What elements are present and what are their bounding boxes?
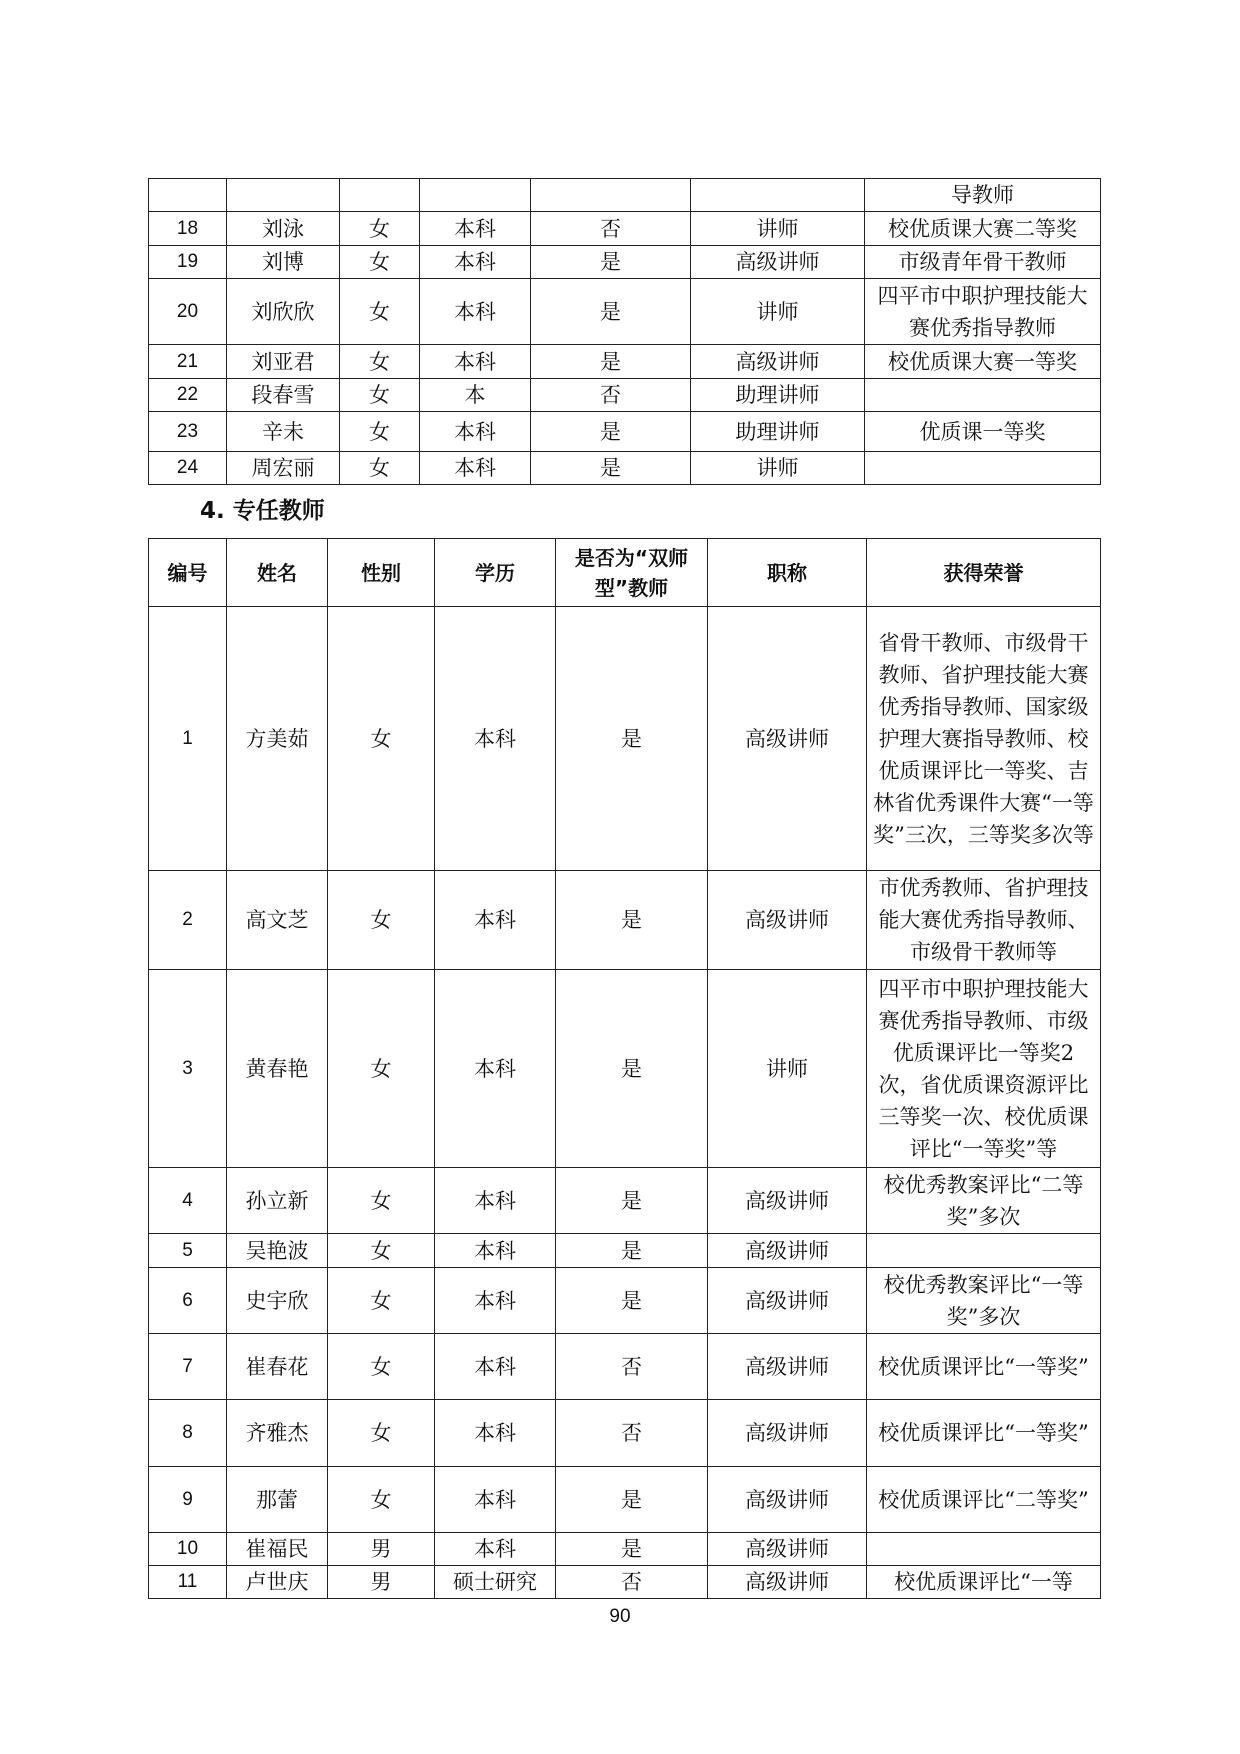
table-row	[149, 1467, 1101, 1533]
cell-title: 高级讲师	[691, 345, 865, 379]
cell-title: 高级讲师	[708, 607, 867, 871]
table-row	[149, 607, 1101, 871]
header-dual-teacher: 是否为“双师型”教师	[556, 539, 708, 607]
cell-gender: 女	[340, 412, 420, 452]
cell-num: 23	[149, 412, 227, 452]
table-row	[149, 412, 1101, 452]
cell-honor: 市优秀教师、省护理技能大赛优秀指导教师、市级骨干教师等	[867, 871, 1101, 970]
cell-title: 讲师	[691, 279, 865, 345]
cell-dual-teacher: 是	[556, 1533, 708, 1566]
cell-name: 那蕾	[227, 1467, 328, 1533]
cell-education: 本科	[435, 1268, 556, 1334]
cell-num	[149, 179, 227, 212]
cell-num: 3	[149, 970, 227, 1168]
cell-dual-teacher: 是	[531, 412, 691, 452]
cell-title: 助理讲师	[691, 379, 865, 412]
cell-honor	[865, 379, 1101, 412]
full-time-teacher-table	[148, 538, 1101, 1599]
cell-num: 6	[149, 1268, 227, 1334]
cell-gender: 女	[340, 379, 420, 412]
cell-honor: 校优质课评比“一等	[867, 1566, 1101, 1599]
cell-title: 高级讲师	[708, 1467, 867, 1533]
cell-honor: 校优质课大赛二等奖	[865, 212, 1101, 246]
cell-num: 4	[149, 1168, 227, 1234]
cell-num: 19	[149, 246, 227, 279]
cell-education: 硕士研究	[435, 1566, 556, 1599]
cell-gender: 女	[340, 246, 420, 279]
cell-name: 史宇欣	[227, 1268, 328, 1334]
cell-name: 崔福民	[227, 1533, 328, 1566]
table-row	[149, 379, 1101, 412]
page-number: 90	[609, 1606, 631, 1627]
cell-education: 本科	[420, 279, 531, 345]
cell-gender: 女	[328, 970, 435, 1168]
cell-name: 刘欣欣	[227, 279, 340, 345]
cell-education: 本科	[435, 1467, 556, 1533]
cell-gender: 女	[340, 345, 420, 379]
cell-num: 22	[149, 379, 227, 412]
cell-num: 8	[149, 1400, 227, 1467]
cell-education: 本科	[420, 212, 531, 246]
cell-title: 高级讲师	[691, 246, 865, 279]
cell-num: 10	[149, 1533, 227, 1566]
cell-education: 本科	[420, 345, 531, 379]
cell-education: 本科	[435, 970, 556, 1168]
cell-name: 崔春花	[227, 1334, 328, 1400]
cell-dual-teacher: 是	[556, 1168, 708, 1234]
cell-name: 吴艳波	[227, 1234, 328, 1268]
table-header-row	[149, 539, 1101, 607]
cell-num: 5	[149, 1234, 227, 1268]
cell-gender: 女	[328, 1168, 435, 1234]
cell-gender: 女	[340, 212, 420, 246]
table-row	[149, 1533, 1101, 1566]
cell-gender	[340, 179, 420, 212]
cell-num: 1	[149, 607, 227, 871]
cell-education: 本科	[420, 452, 531, 485]
cell-dual-teacher: 是	[556, 607, 708, 871]
cell-honor: 校优质课评比“一等奖”	[867, 1400, 1101, 1467]
cell-title: 讲师	[691, 452, 865, 485]
cell-gender: 女	[328, 871, 435, 970]
table-row	[149, 212, 1101, 246]
cell-gender: 男	[328, 1533, 435, 1566]
cell-num: 20	[149, 279, 227, 345]
table-row	[149, 279, 1101, 345]
table-row	[149, 246, 1101, 279]
cell-dual-teacher: 是	[531, 246, 691, 279]
header-gender: 性别	[328, 539, 435, 607]
cell-title: 助理讲师	[691, 412, 865, 452]
table-row	[149, 345, 1101, 379]
table-row	[149, 1566, 1101, 1599]
cell-honor	[867, 1533, 1101, 1566]
table-row	[149, 179, 1101, 212]
cell-dual-teacher: 否	[556, 1400, 708, 1467]
cell-education: 本科	[435, 1533, 556, 1566]
cell-gender: 女	[328, 607, 435, 871]
header-education: 学历	[435, 539, 556, 607]
cell-dual-teacher: 是	[556, 1467, 708, 1533]
cell-honor: 四平市中职护理技能大赛优秀指导教师、市级优质课评比一等奖2次，省优质课资源评比三等奖一次、校优质课评比“一等奖”等	[867, 970, 1101, 1168]
cell-dual-teacher: 是	[556, 871, 708, 970]
cell-title: 高级讲师	[708, 1533, 867, 1566]
cell-name: 黄春艳	[227, 970, 328, 1168]
cell-dual-teacher	[531, 179, 691, 212]
cell-num: 21	[149, 345, 227, 379]
cell-name: 方美茹	[227, 607, 328, 871]
cell-name: 段春雪	[227, 379, 340, 412]
cell-education: 本科	[435, 1234, 556, 1268]
cell-education: 本科	[435, 1168, 556, 1234]
cell-num: 11	[149, 1566, 227, 1599]
cell-education	[420, 179, 531, 212]
header-honor: 获得荣誉	[867, 539, 1101, 607]
header-title: 职称	[708, 539, 867, 607]
cell-num: 24	[149, 452, 227, 485]
cell-name: 周宏丽	[227, 452, 340, 485]
cell-name: 卢世庆	[227, 1566, 328, 1599]
cell-honor: 校优质课大赛一等奖	[865, 345, 1101, 379]
cell-honor: 校优质课评比“一等奖”	[867, 1334, 1101, 1400]
table-row	[149, 1168, 1101, 1234]
cell-title: 高级讲师	[708, 1334, 867, 1400]
cell-gender: 女	[328, 1268, 435, 1334]
cell-name: 齐雅杰	[227, 1400, 328, 1467]
cell-name: 刘博	[227, 246, 340, 279]
header-num: 编号	[149, 539, 227, 607]
table-row	[149, 1234, 1101, 1268]
cell-honor: 导教师	[865, 179, 1101, 212]
cell-dual-teacher: 是	[556, 970, 708, 1168]
cell-education: 本科	[420, 412, 531, 452]
cell-dual-teacher: 是	[531, 279, 691, 345]
table-row	[149, 970, 1101, 1168]
cell-dual-teacher: 否	[531, 212, 691, 246]
cell-dual-teacher: 是	[556, 1268, 708, 1334]
teacher-table-continued	[148, 178, 1101, 485]
cell-name: 刘亚君	[227, 345, 340, 379]
cell-name: 孙立新	[227, 1168, 328, 1234]
cell-honor	[865, 452, 1101, 485]
table-row	[149, 452, 1101, 485]
cell-gender: 女	[328, 1400, 435, 1467]
section-heading: 4. 专任教师	[200, 498, 325, 524]
cell-education: 本科	[435, 607, 556, 871]
cell-gender: 女	[340, 452, 420, 485]
cell-honor: 四平市中职护理技能大赛优秀指导教师	[865, 279, 1101, 345]
cell-num: 9	[149, 1467, 227, 1533]
cell-honor: 省骨干教师、市级骨干教师、省护理技能大赛优秀指导教师、国家级护理大赛指导教师、校优质课评比一等奖、吉林省优秀课件大赛“一等奖”三次，三等奖多次等	[867, 607, 1101, 871]
cell-gender: 女	[328, 1234, 435, 1268]
cell-name: 刘泳	[227, 212, 340, 246]
cell-education: 本科	[435, 1400, 556, 1467]
cell-dual-teacher: 否	[556, 1334, 708, 1400]
cell-honor: 校优秀教案评比“二等奖”多次	[867, 1168, 1101, 1234]
cell-gender: 女	[328, 1334, 435, 1400]
cell-education: 本	[420, 379, 531, 412]
cell-num: 7	[149, 1334, 227, 1400]
cell-name	[227, 179, 340, 212]
cell-title: 高级讲师	[708, 1566, 867, 1599]
cell-name: 高文芝	[227, 871, 328, 970]
cell-dual-teacher: 是	[531, 345, 691, 379]
cell-honor: 市级青年骨干教师	[865, 246, 1101, 279]
cell-gender: 女	[328, 1467, 435, 1533]
cell-education: 本科	[435, 1334, 556, 1400]
cell-title: 高级讲师	[708, 1268, 867, 1334]
cell-title: 高级讲师	[708, 1234, 867, 1268]
cell-education: 本科	[435, 871, 556, 970]
cell-dual-teacher: 是	[556, 1234, 708, 1268]
cell-honor	[867, 1234, 1101, 1268]
cell-title: 高级讲师	[708, 1168, 867, 1234]
cell-honor: 校优秀教案评比“一等奖”多次	[867, 1268, 1101, 1334]
cell-title: 讲师	[691, 212, 865, 246]
cell-title	[691, 179, 865, 212]
cell-gender: 女	[340, 279, 420, 345]
cell-title: 高级讲师	[708, 871, 867, 970]
table-row	[149, 871, 1101, 970]
cell-education: 本科	[420, 246, 531, 279]
table-row	[149, 1268, 1101, 1334]
table-row	[149, 1334, 1101, 1400]
cell-dual-teacher: 是	[531, 452, 691, 485]
cell-name: 辛未	[227, 412, 340, 452]
cell-title: 高级讲师	[708, 1400, 867, 1467]
cell-num: 18	[149, 212, 227, 246]
cell-dual-teacher: 否	[531, 379, 691, 412]
table-row	[149, 1400, 1101, 1467]
cell-honor: 优质课一等奖	[865, 412, 1101, 452]
cell-num: 2	[149, 871, 227, 970]
cell-honor: 校优质课评比“二等奖”	[867, 1467, 1101, 1533]
cell-dual-teacher: 否	[556, 1566, 708, 1599]
header-name: 姓名	[227, 539, 328, 607]
cell-title: 讲师	[708, 970, 867, 1168]
cell-gender: 男	[328, 1566, 435, 1599]
